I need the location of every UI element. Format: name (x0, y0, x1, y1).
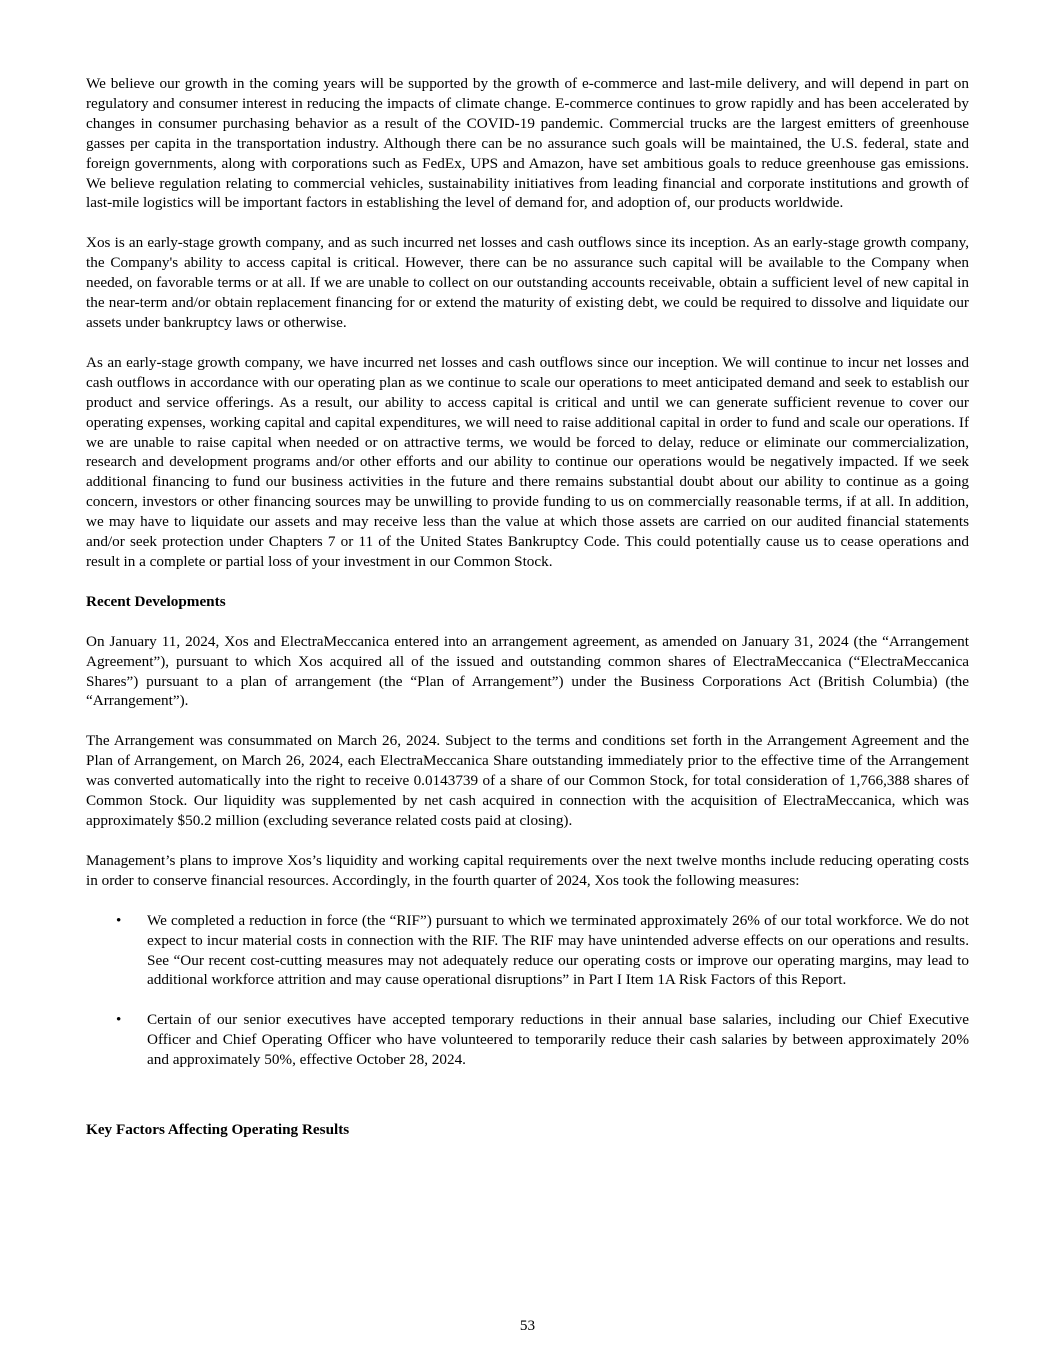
measures-list (86, 911, 969, 1070)
list-item (86, 1010, 969, 1070)
bullet-icon: • (116, 911, 122, 929)
bullet-icon: • (116, 1011, 122, 1029)
arrangement-agreement-paragraph: On January 11, 2024, Xos and ElectraMeccanica entered into an arrangement agreement, as amended on January 31, 2024 (the “Arrangement Agreement”), pursuant to which Xos acquired all of the issued and outstanding common shares of ElectraMeccanica (“ElectraMeccanica Shares”) pursuant to a plan of arrangement (the “Plan of Arrangement”) under the Business Corporations Act (British Columbia) (the “Arrangement”). (86, 632, 969, 710)
key-factors-heading: Key Factors Affecting Operating Results (86, 1121, 350, 1139)
list-item (86, 911, 969, 991)
list-item-text: Certain of our senior executives have accepted temporary reductions in their annual base salaries, including our Chief Executive Officer and Chief Operating Officer who have volunteered to temporarily reduce their cash salaries by between approximately 20% and approximately 50%, effective October 28, 2024. (147, 1011, 969, 1069)
growth-paragraph: We believe our growth in the coming years will be supported by the growth of e-commerce and last-mile delivery, and will depend in part on regulatory and consumer interest in reducing the impacts of climate change. E-commerce continues to grow rapidly and has been accelerated by changes in consumer purchasing behavior as a result of the COVID-19 pandemic. Commercial trucks are the largest emitters of greenhouse gasses per capita in the transportation industry. Although there can be no assurance such goals will be maintained, the U.S. federal, state and foreign governments, along with corporations such as FedEx, UPS and Amazon, have set ambitious goals to reduce greenhouse gas emissions. We believe regulation relating to commercial vehicles, sustainability initiatives from leading financial and corporate institutions and growth of last-mile logistics will be important factors in establishing the level of demand for, and adoption of, our products worldwide. (86, 75, 969, 212)
list-item-text: We completed a reduction in force (the “RIF”) pursuant to which we terminated approximately 26% of our total workforce. We do not expect to incur material costs in connection with the RIF. The RIF may have unintended adverse effects on our operations and results. See “Our recent cost-cutting measures may not adequately reduce our operating costs or improve our operating margins, may lead to additional workforce attrition and may cause operational disruptions” in Part I Item 1A Risk Factors of this Report. (147, 911, 969, 989)
recent-developments-heading: Recent Developments (86, 592, 226, 610)
early-stage-paragraph: Xos is an early-stage growth company, and as such incurred net losses and cash outflows since its inception. As an early-stage growth company, the Company's ability to access capital is critical. However, there can be no assurance such capital will be available to the Company when needed, on favorable terms or at all. If we are unable to collect on our outstanding accounts receivable, obtain a sufficient level of new capital in the near-term and/or obtain replacement financing for or extend the maturity of existing debt, we could be required to dissolve and liquidate our assets under bankruptcy laws or otherwise. (86, 234, 969, 331)
page-number: 53 (519, 1317, 536, 1334)
document-page (86, 74, 969, 1160)
management-plans-paragraph: Management’s plans to improve Xos’s liquidity and working capital requirements over the next twelve months include reducing operating costs in order to conserve financial resources. Accordingly, in the fourth quarter of 2024, Xos took the following measures: (86, 851, 969, 889)
capital-paragraph: As an early-stage growth company, we have incurred net losses and cash outflows since our inception. We will continue to incur net losses and cash outflows in accordance with our operating plan as we continue to scale our operations to meet anticipated demand and seek to establish our product and service offerings. As a result, our ability to access capital is critical and until we can generate sufficient revenue to cover our operating expenses, working capital and capital expenditures, we will need to raise additional capital in order to fund and scale our operations. If we are unable to raise capital when needed or on attractive terms, we would be forced to delay, reduce or eliminate our commercialization, research and development programs and/or other efforts and our ability to continue our operations would be negatively impacted. If we seek additional financing to fund our business activities in the future and there remains substantial doubt about our ability to continue as a going concern, investors or other financing sources may be unwilling to provide funding to us on commercially reasonable terms, if at all. In addition, we may have to liquidate our assets and may receive less than the value at which those assets are carried on our audited financial statements and/or seek protection under Chapters 7 or 11 of the United States Bankruptcy Code. This could potentially cause us to cease operations and result in a complete or partial loss of your investment in our Common Stock. (86, 353, 969, 570)
consummation-paragraph: The Arrangement was consummated on March 26, 2024. Subject to the terms and conditions set forth in the Arrangement Agreement and the Plan of Arrangement, on March 26, 2024, each ElectraMeccanica Share outstanding immediately prior to the effective time of the Arrangement was converted automatically into the right to receive 0.0143739 of a share of our Common Stock, for total consideration of 1,766,388 shares of Common Stock. Our liquidity was supplemented by net cash acquired in connection with the acquisition of ElectraMeccanica, which was approximately $50.2 million (excluding severance related costs paid at closing). (86, 732, 969, 829)
